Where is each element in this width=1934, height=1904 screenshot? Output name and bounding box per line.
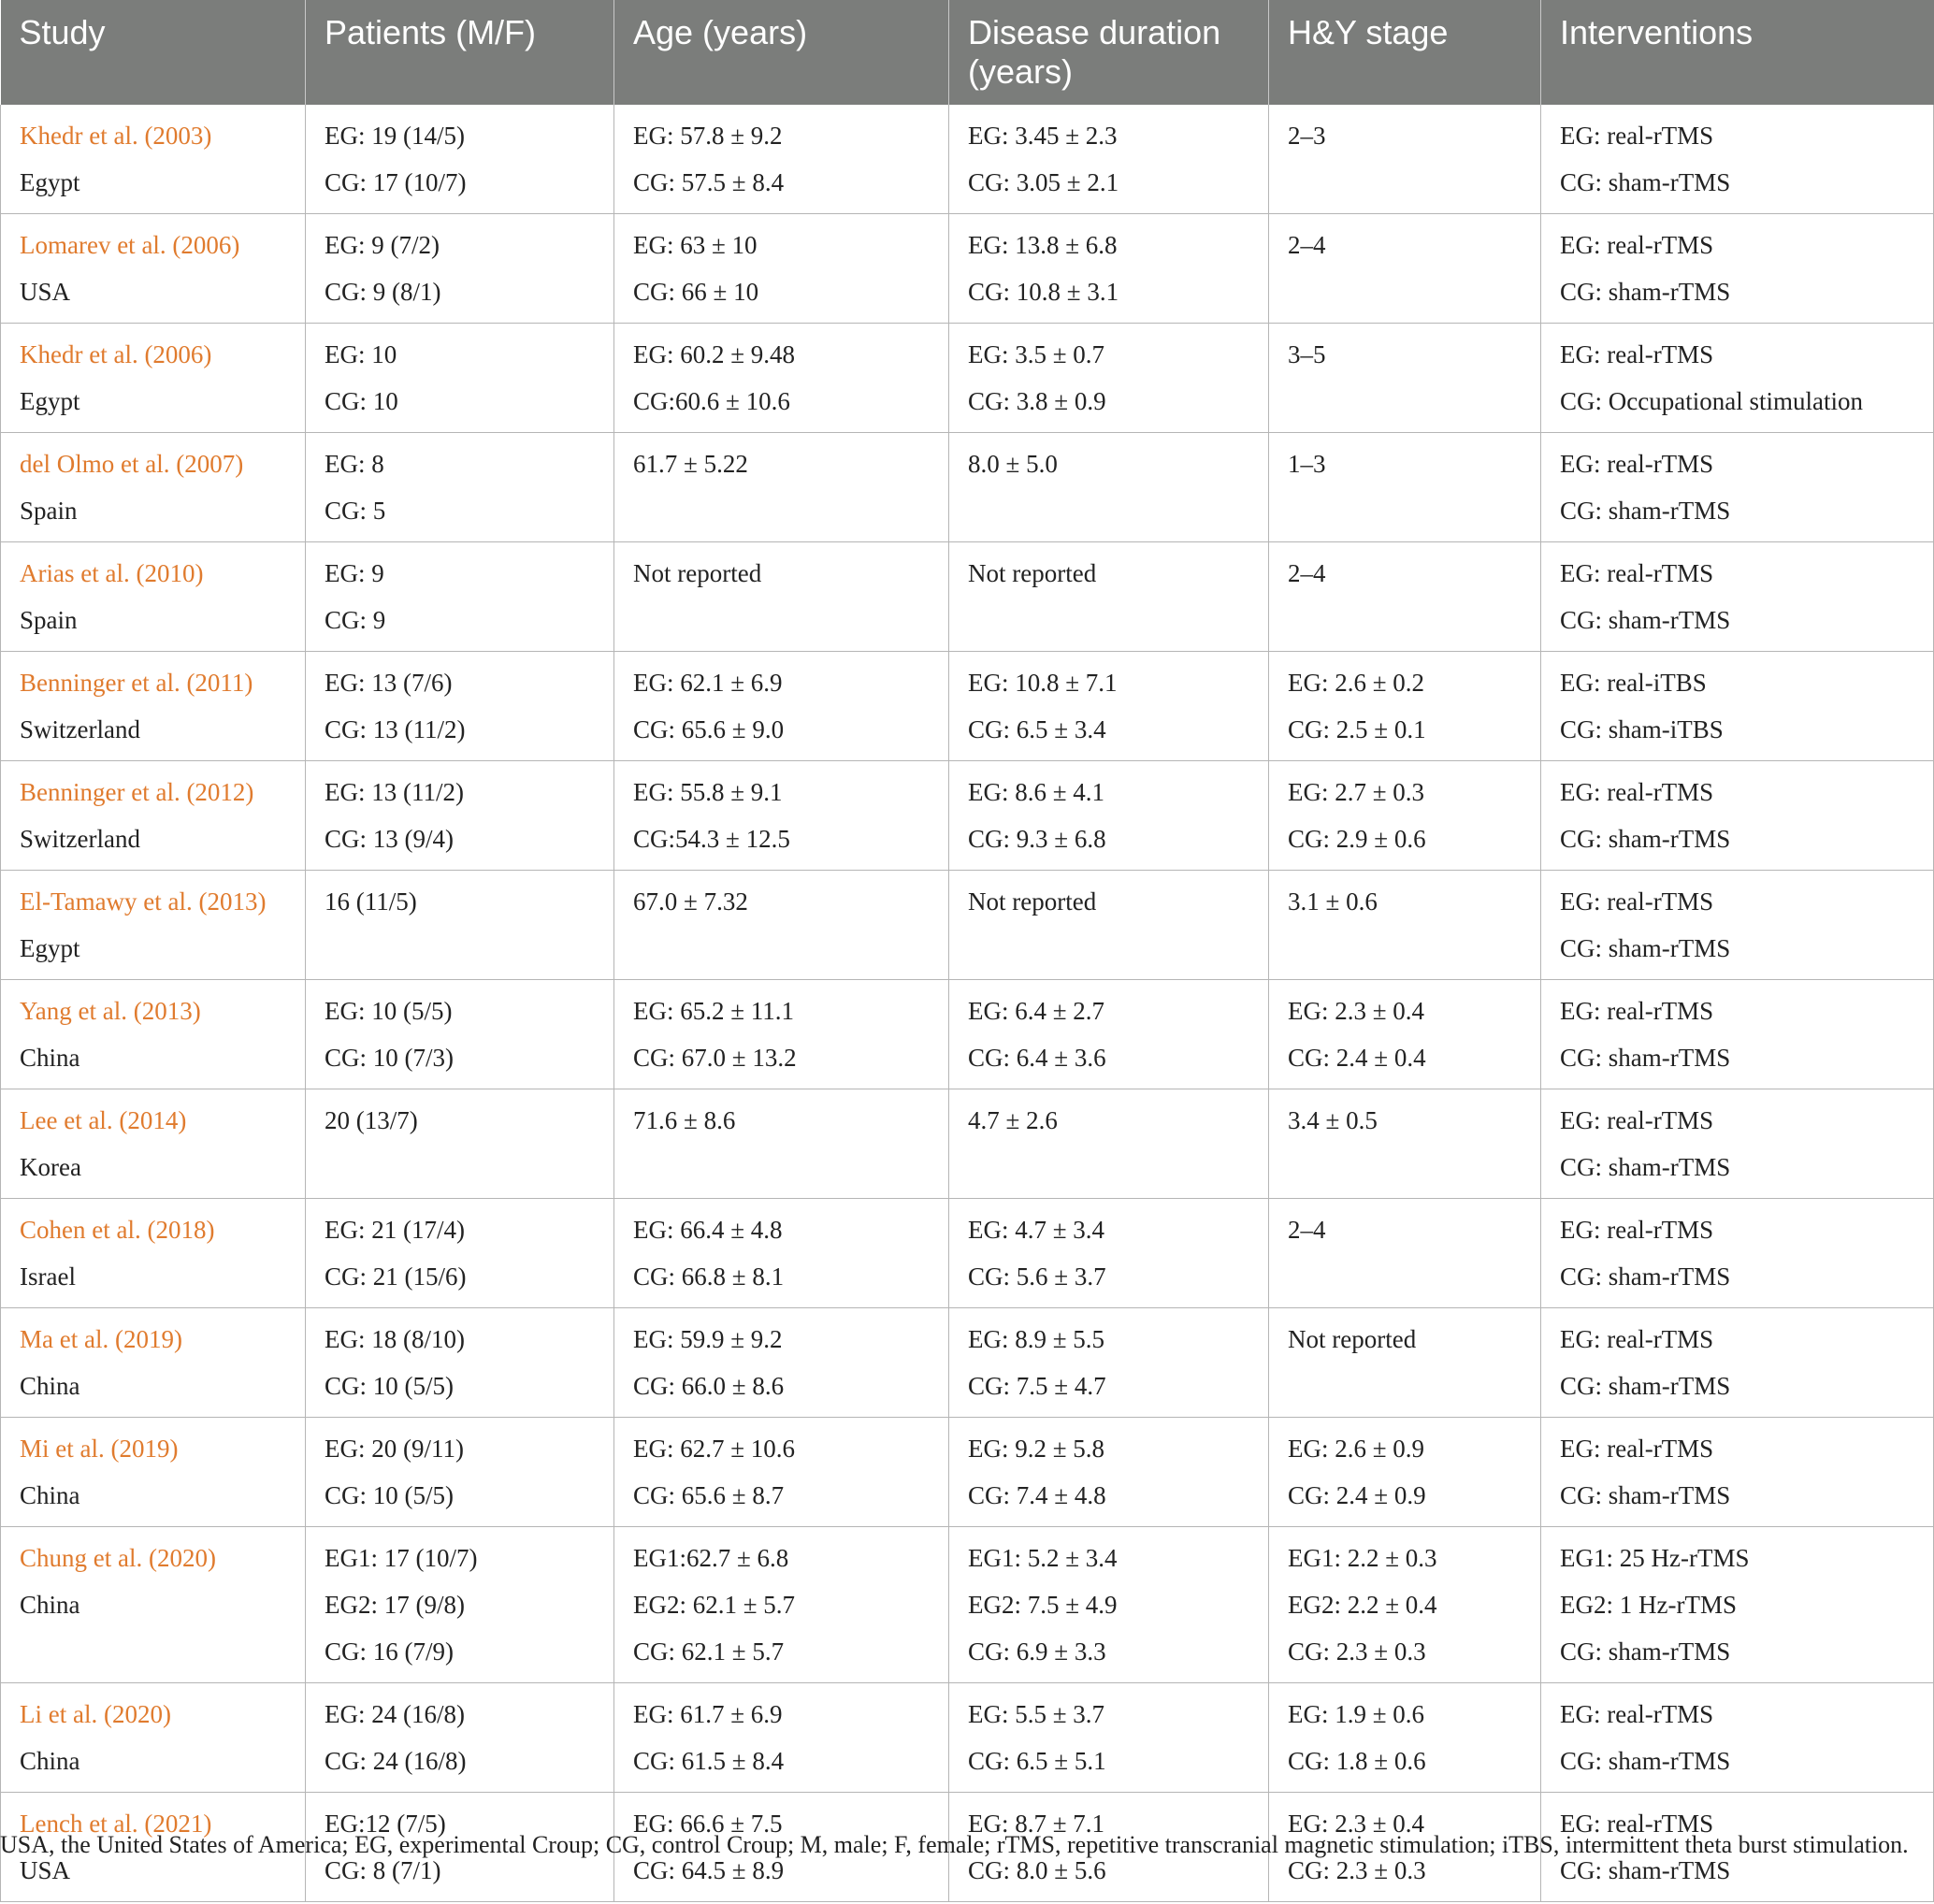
table-row — [1, 871, 1934, 980]
cell-line: EG: real-rTMS — [1560, 778, 1714, 806]
cell-line: 2–4 — [1288, 231, 1326, 259]
study-country: USA — [20, 1856, 71, 1884]
study-reference-link[interactable]: Yang et al. (2013) — [20, 997, 201, 1025]
study-cell — [1, 105, 306, 214]
duration-cell — [949, 324, 1269, 433]
cell-line: CG: 16 (7/9) — [325, 1637, 454, 1666]
cell-line: Not reported — [968, 887, 1097, 916]
cell-line: CG: 8 (7/1) — [325, 1856, 441, 1884]
cell-line: CG: 13 (11/2) — [325, 715, 466, 743]
cell-line: EG: 62.7 ± 10.6 — [633, 1435, 796, 1463]
study-reference-link[interactable]: Arias et al. (2010) — [20, 559, 204, 587]
duration-cell — [949, 433, 1269, 542]
cell-line: EG: 55.8 ± 9.1 — [633, 778, 783, 806]
cell-line: CG: 7.4 ± 4.8 — [968, 1481, 1106, 1509]
interventions-cell — [1541, 1199, 1934, 1308]
table-row — [1, 980, 1934, 1089]
cell-line: CG: 2.4 ± 0.9 — [1288, 1481, 1426, 1509]
cell-line: 4.7 ± 2.6 — [968, 1106, 1058, 1134]
table-row — [1, 1683, 1934, 1793]
cell-line: CG: sham-rTMS — [1560, 1372, 1731, 1400]
cell-line: CG: 65.6 ± 9.0 — [633, 715, 785, 743]
hy-stage-cell — [1269, 871, 1541, 980]
duration-cell — [949, 1089, 1269, 1199]
cell-line: 16 (11/5) — [325, 887, 417, 916]
study-country: Switzerland — [20, 825, 140, 853]
cell-line: EG: real-rTMS — [1560, 1216, 1714, 1244]
interventions-cell — [1541, 105, 1934, 214]
cell-line: 71.6 ± 8.6 — [633, 1106, 736, 1134]
table-row — [1, 1418, 1934, 1527]
cell-line: CG: 66 ± 10 — [633, 278, 759, 306]
cell-line: CG: 10.8 ± 3.1 — [968, 278, 1119, 306]
cell-line: EG: 62.1 ± 6.9 — [633, 669, 783, 697]
cell-line: CG: 13 (9/4) — [325, 825, 454, 853]
duration-cell — [949, 871, 1269, 980]
hy-stage-cell — [1269, 542, 1541, 652]
patients-cell — [306, 871, 614, 980]
cell-line: EG: 4.7 ± 3.4 — [968, 1216, 1105, 1244]
cell-line: CG: 5.6 ± 3.7 — [968, 1262, 1106, 1291]
patients-cell — [306, 105, 614, 214]
cell-line: CG: 10 — [325, 387, 398, 415]
study-reference-link[interactable]: Benninger et al. (2011) — [20, 669, 253, 697]
age-cell — [614, 105, 949, 214]
cell-line: EG: 21 (17/4) — [325, 1216, 465, 1244]
cell-line: EG: real-rTMS — [1560, 231, 1714, 259]
study-country: China — [20, 1372, 80, 1400]
cell-line: CG: 66.0 ± 8.6 — [633, 1372, 785, 1400]
table-row — [1, 433, 1934, 542]
table-row — [1, 1527, 1934, 1683]
cell-line: CG: sham-rTMS — [1560, 497, 1731, 525]
study-reference-link[interactable]: Ma et al. (2019) — [20, 1325, 182, 1353]
interventions-cell — [1541, 1683, 1934, 1793]
duration-cell — [949, 214, 1269, 324]
interventions-cell — [1541, 433, 1934, 542]
study-country: Israel — [20, 1262, 76, 1291]
cell-line: CG: sham-rTMS — [1560, 1044, 1731, 1072]
interventions-cell — [1541, 214, 1934, 324]
cell-line: CG: sham-rTMS — [1560, 1637, 1731, 1666]
age-cell — [614, 324, 949, 433]
cell-line: Not reported — [633, 559, 762, 587]
study-cell — [1, 1199, 306, 1308]
cell-line: 2–4 — [1288, 1216, 1326, 1244]
header-age: Age (years) — [614, 0, 949, 105]
table-row — [1, 105, 1934, 214]
study-country: Egypt — [20, 934, 80, 962]
table-row — [1, 652, 1934, 761]
interventions-cell — [1541, 652, 1934, 761]
duration-cell — [949, 980, 1269, 1089]
interventions-cell — [1541, 980, 1934, 1089]
study-reference-link[interactable]: Mi et al. (2019) — [20, 1435, 179, 1463]
cell-line: CG: sham-rTMS — [1560, 168, 1731, 196]
cell-line: CG: sham-rTMS — [1560, 825, 1731, 853]
cell-line: EG: real-rTMS — [1560, 997, 1714, 1025]
age-cell — [614, 1418, 949, 1527]
cell-line: EG: real-rTMS — [1560, 122, 1714, 150]
cell-line: EG: 66.6 ± 7.5 — [633, 1810, 783, 1838]
table-row — [1, 542, 1934, 652]
cell-line: Not reported — [1288, 1325, 1417, 1353]
cell-line: Not reported — [968, 559, 1097, 587]
cell-line: 3.1 ± 0.6 — [1288, 887, 1378, 916]
cell-line: EG1: 17 (10/7) — [325, 1544, 478, 1572]
cell-line: CG: 2.4 ± 0.4 — [1288, 1044, 1426, 1072]
cell-line: CG: 17 (10/7) — [325, 168, 467, 196]
cell-line: EG: 24 (16/8) — [325, 1700, 465, 1728]
study-cell — [1, 761, 306, 871]
cell-line: CG: sham-rTMS — [1560, 1856, 1731, 1884]
patients-cell — [306, 761, 614, 871]
study-country: China — [20, 1481, 80, 1509]
cell-line: EG: 9 (7/2) — [325, 231, 440, 259]
duration-cell — [949, 1527, 1269, 1683]
cell-line: EG: 2.6 ± 0.9 — [1288, 1435, 1425, 1463]
study-cell — [1, 542, 306, 652]
cell-line: 2–4 — [1288, 559, 1326, 587]
cell-line: CG: 3.8 ± 0.9 — [968, 387, 1106, 415]
cell-line: 61.7 ± 5.22 — [633, 450, 748, 478]
study-cell — [1, 324, 306, 433]
age-cell — [614, 1527, 949, 1683]
cell-line: EG: 66.4 ± 4.8 — [633, 1216, 783, 1244]
patients-cell — [306, 542, 614, 652]
cell-line: CG: 2.3 ± 0.3 — [1288, 1637, 1426, 1666]
patients-cell — [306, 433, 614, 542]
patients-cell — [306, 1308, 614, 1418]
study-cell — [1, 1308, 306, 1418]
cell-line: EG2: 62.1 ± 5.7 — [633, 1591, 796, 1619]
cell-line: EG: 10.8 ± 7.1 — [968, 669, 1118, 697]
cell-line: EG: 2.7 ± 0.3 — [1288, 778, 1425, 806]
cell-line: CG: 61.5 ± 8.4 — [633, 1747, 785, 1775]
hy-stage-cell — [1269, 1308, 1541, 1418]
duration-cell — [949, 1683, 1269, 1793]
cell-line: EG:12 (7/5) — [325, 1810, 446, 1838]
cell-line: EG2: 17 (9/8) — [325, 1591, 465, 1619]
study-reference-link[interactable]: El-Tamawy et al. (2013) — [20, 887, 267, 916]
table-row — [1, 1089, 1934, 1199]
cell-line: CG: 67.0 ± 13.2 — [633, 1044, 797, 1072]
patients-cell — [306, 652, 614, 761]
cell-line: CG: 5 — [325, 497, 386, 525]
cell-line: EG: real-rTMS — [1560, 1700, 1714, 1728]
age-cell — [614, 214, 949, 324]
cell-line: EG: 3.45 ± 2.3 — [968, 122, 1118, 150]
hy-stage-cell — [1269, 1683, 1541, 1793]
cell-line: EG: 6.4 ± 2.7 — [968, 997, 1105, 1025]
cell-line: CG:60.6 ± 10.6 — [633, 387, 790, 415]
study-cell — [1, 871, 306, 980]
cell-line: CG: 9 (8/1) — [325, 278, 441, 306]
cell-line: EG: 61.7 ± 6.9 — [633, 1700, 783, 1728]
cell-line: EG: 8.7 ± 7.1 — [968, 1810, 1105, 1838]
cell-line: EG: 8.9 ± 5.5 — [968, 1325, 1105, 1353]
hy-stage-cell — [1269, 1527, 1541, 1683]
study-country: Egypt — [20, 168, 80, 196]
patients-cell — [306, 1418, 614, 1527]
cell-line: EG: 9.2 ± 5.8 — [968, 1435, 1105, 1463]
cell-line: EG: 63 ± 10 — [633, 231, 758, 259]
study-reference-link[interactable]: Lee et al. (2014) — [20, 1106, 187, 1134]
interventions-cell — [1541, 1527, 1934, 1683]
cell-line: EG: real-rTMS — [1560, 1435, 1714, 1463]
table-header-row — [1, 0, 1934, 105]
table-body — [1, 105, 1934, 1902]
cell-line: CG: Occupational stimulation — [1560, 387, 1863, 415]
patients-cell — [306, 214, 614, 324]
study-country: China — [20, 1591, 80, 1619]
age-cell — [614, 652, 949, 761]
cell-line: EG: 18 (8/10) — [325, 1325, 465, 1353]
cell-line: EG: real-rTMS — [1560, 1325, 1714, 1353]
study-country: Spain — [20, 497, 78, 525]
cell-line: EG: real-rTMS — [1560, 340, 1714, 368]
cell-line: CG: sham-rTMS — [1560, 1153, 1731, 1181]
cell-line: EG1:62.7 ± 6.8 — [633, 1544, 789, 1572]
duration-cell — [949, 652, 1269, 761]
duration-cell — [949, 1199, 1269, 1308]
cell-line: CG: sham-rTMS — [1560, 278, 1731, 306]
hy-stage-cell — [1269, 1199, 1541, 1308]
duration-cell — [949, 1308, 1269, 1418]
hy-stage-cell — [1269, 761, 1541, 871]
study-reference-link[interactable]: Cohen et al. (2018) — [20, 1216, 215, 1244]
cell-line: 3–5 — [1288, 340, 1326, 368]
header-disease-duration: Disease duration (years) — [949, 0, 1269, 105]
cell-line: EG: real-rTMS — [1560, 450, 1714, 478]
cell-line: CG: sham-iTBS — [1560, 715, 1724, 743]
cell-line: CG: 6.4 ± 3.6 — [968, 1044, 1106, 1072]
cell-line: CG:54.3 ± 12.5 — [633, 825, 790, 853]
patients-cell — [306, 324, 614, 433]
cell-line: CG: 6.9 ± 3.3 — [968, 1637, 1106, 1666]
hy-stage-cell — [1269, 652, 1541, 761]
cell-line: EG: 5.5 ± 3.7 — [968, 1700, 1105, 1728]
cell-line: CG: 2.5 ± 0.1 — [1288, 715, 1426, 743]
cell-line: EG: 59.9 ± 9.2 — [633, 1325, 783, 1353]
interventions-cell — [1541, 761, 1934, 871]
hy-stage-cell — [1269, 980, 1541, 1089]
table-footnote: USA, the United States of America; EG, experimental Croup; CG, control Croup; M, male; F, female; rTMS, repetitive transcranial magnetic stimulation; iTBS, intermittent theta burst stimulation. — [0, 1831, 1909, 1858]
cell-line: EG: real-rTMS — [1560, 887, 1714, 916]
table-row — [1, 214, 1934, 324]
cell-line: EG: 10 (5/5) — [325, 997, 453, 1025]
cell-line: EG: 65.2 ± 11.1 — [633, 997, 795, 1025]
duration-cell — [949, 761, 1269, 871]
cell-line: EG: real-rTMS — [1560, 1106, 1714, 1134]
study-cell — [1, 652, 306, 761]
interventions-cell — [1541, 542, 1934, 652]
cell-line: EG: 60.2 ± 9.48 — [633, 340, 796, 368]
table-row — [1, 761, 1934, 871]
table-row — [1, 1308, 1934, 1418]
study-cell — [1, 1683, 306, 1793]
cell-line: CG: sham-rTMS — [1560, 1262, 1731, 1291]
cell-line: CG: sham-rTMS — [1560, 934, 1731, 962]
patients-cell — [306, 1527, 614, 1683]
study-reference-link[interactable]: del Olmo et al. (2007) — [20, 450, 244, 478]
cell-line: EG: 20 (9/11) — [325, 1435, 464, 1463]
study-country: Spain — [20, 606, 78, 634]
patients-cell — [306, 980, 614, 1089]
interventions-cell — [1541, 324, 1934, 433]
age-cell — [614, 980, 949, 1089]
study-reference-link[interactable]: Khedr et al. (2006) — [20, 340, 212, 368]
study-cell — [1, 433, 306, 542]
cell-line: CG: 10 (7/3) — [325, 1044, 454, 1072]
hy-stage-cell — [1269, 433, 1541, 542]
cell-line: CG: sham-rTMS — [1560, 1481, 1731, 1509]
interventions-cell — [1541, 1418, 1934, 1527]
cell-line: EG: 9 — [325, 559, 384, 587]
header-patients: Patients (M/F) — [306, 0, 614, 105]
cell-line: EG: real-rTMS — [1560, 559, 1714, 587]
cell-line: EG: 13 (7/6) — [325, 669, 453, 697]
study-cell — [1, 1089, 306, 1199]
cell-line: EG: 8.6 ± 4.1 — [968, 778, 1105, 806]
hy-stage-cell — [1269, 1418, 1541, 1527]
cell-line: EG: real-iTBS — [1560, 669, 1707, 697]
cell-line: CG: 1.8 ± 0.6 — [1288, 1747, 1426, 1775]
cell-line: CG: 9 — [325, 606, 386, 634]
cell-line: CG: sham-rTMS — [1560, 1747, 1731, 1775]
study-reference-link[interactable]: Chung et al. (2020) — [20, 1544, 216, 1572]
cell-line: CG: 62.1 ± 5.7 — [633, 1637, 785, 1666]
cell-line: CG: 3.05 ± 2.1 — [968, 168, 1119, 196]
hy-stage-cell — [1269, 214, 1541, 324]
cell-line: EG2: 7.5 ± 4.9 — [968, 1591, 1118, 1619]
patients-cell — [306, 1683, 614, 1793]
header-study: Study — [19, 13, 106, 51]
cell-line: EG2: 1 Hz-rTMS — [1560, 1591, 1737, 1619]
cell-line: 3.4 ± 0.5 — [1288, 1106, 1378, 1134]
cell-line: EG1: 25 Hz-rTMS — [1560, 1544, 1750, 1572]
age-cell — [614, 1308, 949, 1418]
study-country: Egypt — [20, 387, 80, 415]
cell-line: EG: 2.6 ± 0.2 — [1288, 669, 1425, 697]
hy-stage-cell — [1269, 1089, 1541, 1199]
age-cell — [614, 1089, 949, 1199]
cell-line: EG: real-rTMS — [1560, 1810, 1714, 1838]
study-country: Switzerland — [20, 715, 140, 743]
cell-line: EG: 57.8 ± 9.2 — [633, 122, 783, 150]
interventions-cell — [1541, 1308, 1934, 1418]
age-cell — [614, 1683, 949, 1793]
cell-line: CG: 8.0 ± 5.6 — [968, 1856, 1106, 1884]
interventions-cell — [1541, 871, 1934, 980]
cell-line: CG: 2.9 ± 0.6 — [1288, 825, 1426, 853]
study-country: Korea — [20, 1153, 81, 1181]
study-reference-link[interactable]: Benninger et al. (2012) — [20, 778, 254, 806]
cell-line: CG: 6.5 ± 5.1 — [968, 1747, 1106, 1775]
cell-line: CG: 10 (5/5) — [325, 1481, 454, 1509]
cell-line: CG: 65.6 ± 8.7 — [633, 1481, 785, 1509]
hy-stage-cell — [1269, 324, 1541, 433]
study-reference-link[interactable]: Khedr et al. (2003) — [20, 122, 212, 150]
cell-line: EG: 2.3 ± 0.4 — [1288, 997, 1425, 1025]
cell-line: 1–3 — [1288, 450, 1326, 478]
age-cell — [614, 871, 949, 980]
cell-line: 20 (13/7) — [325, 1106, 418, 1134]
cell-line: EG1: 2.2 ± 0.3 — [1288, 1544, 1437, 1572]
duration-cell — [949, 1418, 1269, 1527]
cell-line: CG: 66.8 ± 8.1 — [633, 1262, 785, 1291]
cell-line: EG: 3.5 ± 0.7 — [968, 340, 1105, 368]
cell-line: EG: 10 — [325, 340, 397, 368]
study-cell — [1, 980, 306, 1089]
header-interventions: Interventions — [1541, 0, 1934, 105]
table-row — [1, 1199, 1934, 1308]
study-reference-link[interactable]: Lench et al. (2021) — [20, 1810, 212, 1838]
patients-cell — [306, 1089, 614, 1199]
cell-line: 67.0 ± 7.32 — [633, 887, 748, 916]
study-country: China — [20, 1044, 80, 1072]
study-country: USA — [20, 278, 71, 306]
cell-line: CG: 2.3 ± 0.3 — [1288, 1856, 1426, 1884]
cell-line: CG: 21 (15/6) — [325, 1262, 467, 1291]
cell-line: CG: 6.5 ± 3.4 — [968, 715, 1106, 743]
header-hy-stage: H&Y stage — [1269, 0, 1541, 105]
cell-line: CG: 10 (5/5) — [325, 1372, 454, 1400]
interventions-cell — [1541, 1089, 1934, 1199]
cell-line: CG: 64.5 ± 8.9 — [633, 1856, 785, 1884]
cell-line: CG: 7.5 ± 4.7 — [968, 1372, 1106, 1400]
age-cell — [614, 1199, 949, 1308]
duration-cell — [949, 542, 1269, 652]
cell-line: EG1: 5.2 ± 3.4 — [968, 1544, 1118, 1572]
cell-line: EG: 1.9 ± 0.6 — [1288, 1700, 1425, 1728]
cell-line: EG: 8 — [325, 450, 384, 478]
cell-line: 2–3 — [1288, 122, 1326, 150]
study-reference-link[interactable]: Li et al. (2020) — [20, 1700, 171, 1728]
cell-line: EG: 19 (14/5) — [325, 122, 465, 150]
cell-line: EG: 2.3 ± 0.4 — [1288, 1810, 1425, 1838]
cell-line: CG: 9.3 ± 6.8 — [968, 825, 1106, 853]
age-cell — [614, 761, 949, 871]
cell-line: CG: 57.5 ± 8.4 — [633, 168, 785, 196]
cell-line: EG: 13.8 ± 6.8 — [968, 231, 1118, 259]
cell-line: EG: 13 (11/2) — [325, 778, 464, 806]
cell-line: CG: 24 (16/8) — [325, 1747, 467, 1775]
study-cell — [1, 214, 306, 324]
cell-line: CG: sham-rTMS — [1560, 606, 1731, 634]
study-cell — [1, 1418, 306, 1527]
age-cell — [614, 433, 949, 542]
study-country: China — [20, 1747, 80, 1775]
table-row — [1, 324, 1934, 433]
age-cell — [614, 542, 949, 652]
study-cell — [1, 1527, 306, 1683]
cell-line: EG2: 2.2 ± 0.4 — [1288, 1591, 1437, 1619]
study-reference-link[interactable]: Lomarev et al. (2006) — [20, 231, 240, 259]
duration-cell — [949, 105, 1269, 214]
cell-line: 8.0 ± 5.0 — [968, 450, 1058, 478]
patients-cell — [306, 1199, 614, 1308]
hy-stage-cell — [1269, 105, 1541, 214]
